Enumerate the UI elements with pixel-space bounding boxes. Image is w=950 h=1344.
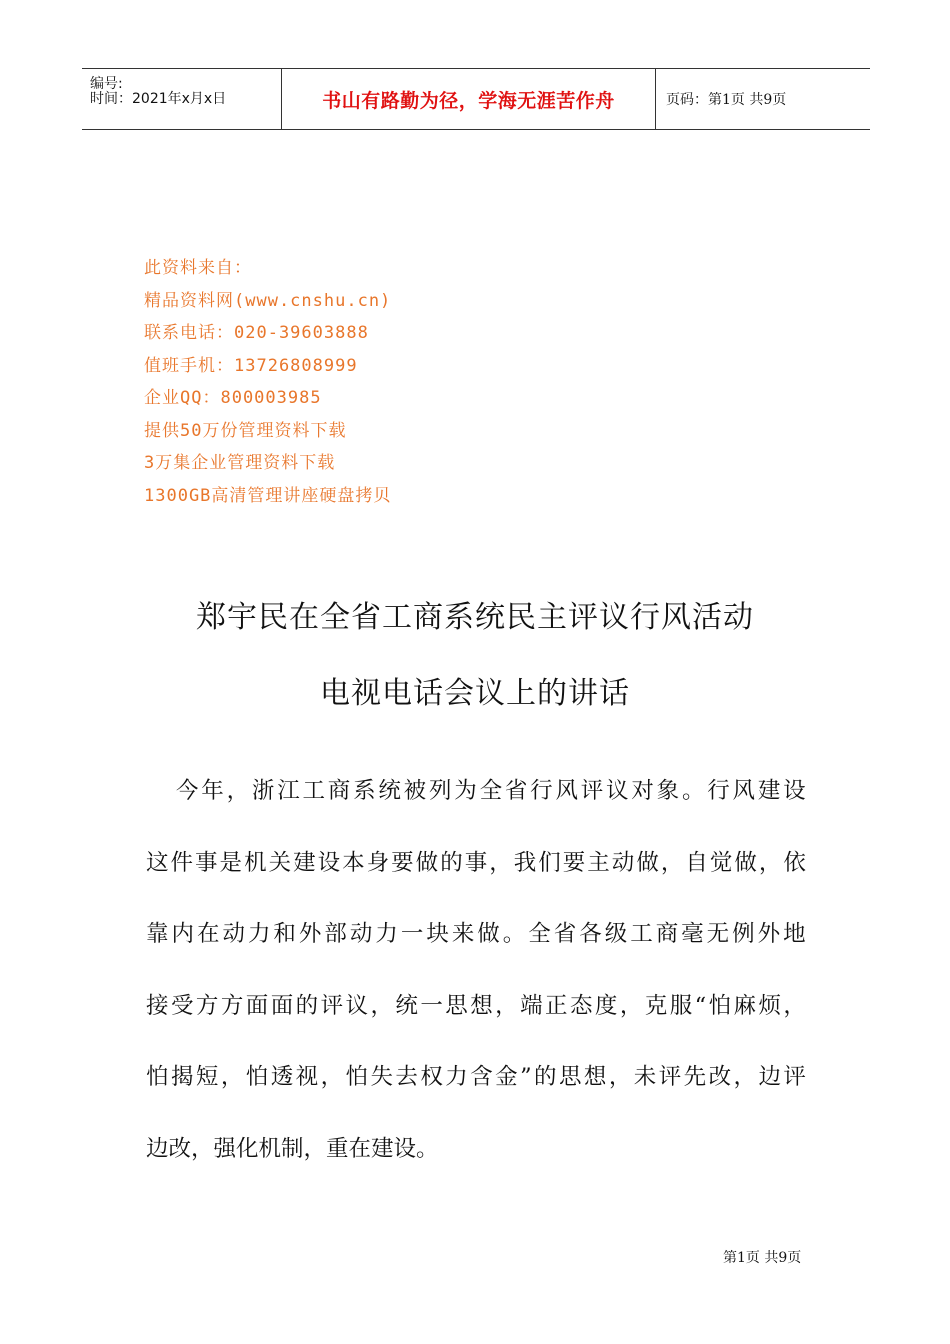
code-label: 编号: [90, 76, 123, 92]
body-paragraph [146, 756, 806, 1185]
body-line: 这 件 事 是 机 关 建 设 本 身 要 做 的 事 ， 我 们 要 主 动 做 ， 自 觉 做 ， 依 [146, 849, 806, 876]
info-line: 精品资料网(www.cnshu.cn) [144, 290, 392, 311]
info-line: 提供50万份管理资料下载 [144, 420, 347, 441]
header-page-label: 页码：第1页 共9页 [666, 92, 787, 108]
body-line: 接 受 方 方 面 面 的 评 议 ， 统 一 思 想 ， 端 正 态 度 ， 克 服 “ 怕 麻 烦 ， [146, 992, 806, 1019]
footer-page-label: 第1页 共9页 [723, 1250, 802, 1266]
header-motto-cell [282, 69, 656, 129]
document-title-line-1: 郑宇民在全省工商系统民主评议行风活动 [196, 600, 754, 635]
header-meta-cell [82, 69, 282, 129]
info-line: 此资料来自： [144, 258, 252, 278]
body-line: 边改，强化机制，重在建设。 [146, 1135, 439, 1162]
body-line: 靠 内 在 动 力 和 外 部 动 力 一 块 来 做 。 全 省 各 级 工 商 毫 无 例 外 地 [146, 921, 806, 947]
motto-text: 书山有路勤为径，学海无涯苦作舟 [322, 89, 615, 112]
info-line: 3万集企业管理资料下载 [144, 453, 336, 473]
info-line: 1300GB高清管理讲座硬盘拷贝 [144, 485, 392, 506]
body-line: 怕 揭 短 ， 怕 透 视 ， 怕 失 去 权 力 含 金 ” 的 思 想 ， 未 评 先 改 ， 边 评 [146, 1064, 806, 1090]
info-line: 值班手机：13726808999 [144, 355, 358, 376]
document-title-line-2: 电视电话会议上的讲话 [320, 676, 630, 711]
body-line: 今 年 ， 浙 江 工 商 系 统 被 列 为 全 省 行 风 评 议 对 象 。 行 风 建 设 [176, 778, 806, 804]
info-line: 联系电话：020-39603888 [144, 323, 369, 343]
header-page-cell [656, 69, 870, 129]
time-label: 时间：2021年x月x日 [90, 91, 227, 107]
source-info-block [144, 252, 391, 512]
info-line: 企业QQ：800003985 [144, 388, 322, 408]
page-header [82, 68, 870, 130]
